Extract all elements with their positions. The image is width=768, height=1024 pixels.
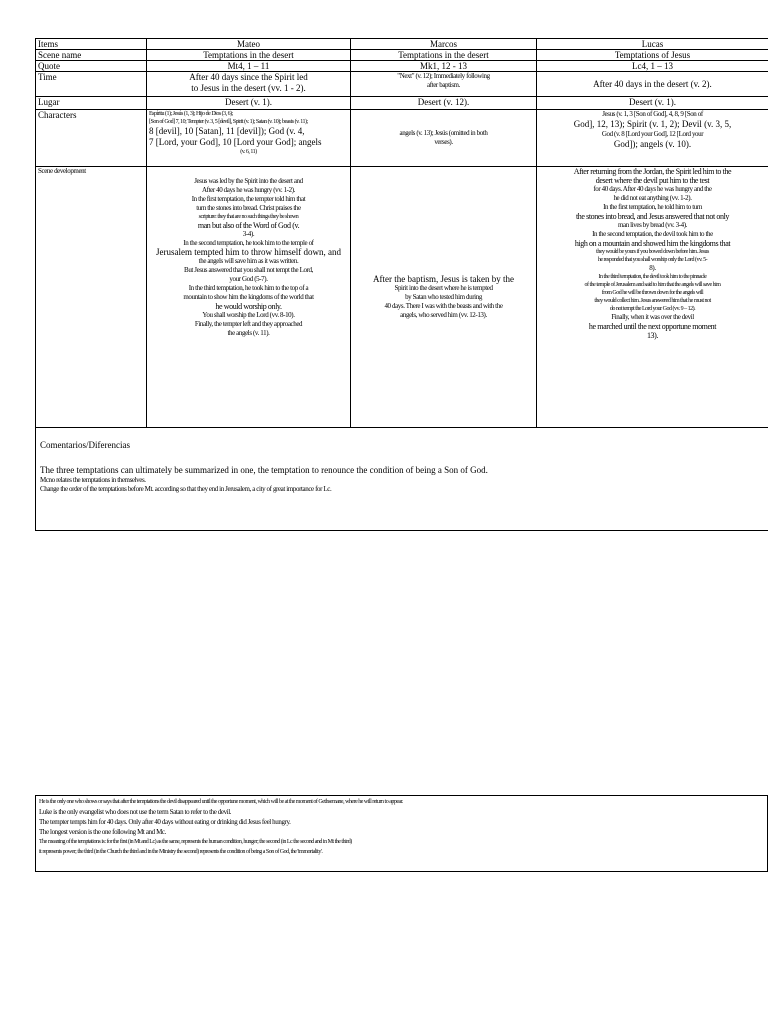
time-mateo-line: to Jesus in the desert (vv. 1 - 2). xyxy=(191,83,306,93)
time-mateo xyxy=(147,72,351,97)
characters-mateo-line: Espíritu (1); Jesús (1, 3); Hijo de Dios (3, 6); xyxy=(149,111,233,117)
scene-mateo-line: But Jesus answered that you shall not tempt the Lord, xyxy=(184,266,313,274)
characters-mateo xyxy=(147,110,351,167)
header-marcos: Marcos xyxy=(351,39,537,50)
header-items: Items xyxy=(36,39,147,50)
note-line: it represents power; the third (in the Church the third and in the Ministry the second) represents the condition of being a Son of God, the 'immortality'. xyxy=(39,849,323,855)
time-label: Time xyxy=(36,72,147,97)
scene-lucas-line: from God he will be thrown down for the angels will xyxy=(601,290,704,296)
scene-lucas-line: In the second temptation, the devil took him to the xyxy=(592,230,713,238)
scene-mateo-line: scripture: they that are no such things they be shown xyxy=(198,214,299,220)
scene-lucas-line: desert where the devil put him to the test xyxy=(595,176,710,185)
scene-mateo-line: he would worship only. xyxy=(215,302,282,311)
scene-lucas-line: of the temple of Jerusalem and said to him that the angels will save him xyxy=(584,282,721,288)
scene-development-mateo xyxy=(147,167,351,428)
characters-lucas xyxy=(537,110,768,167)
scene-lucas-line: do not tempt the Lord your God (vv. 9 – 12). xyxy=(609,306,696,312)
scene-name-marcos: Temptations in the desert xyxy=(351,50,537,61)
characters-label: Characters xyxy=(36,110,147,167)
scene-mateo-line: 3-4). xyxy=(242,230,255,238)
characters-mateo-line: [Son of God] 7, 10; Tempter (v. 3, 5 [devil], Spirit (v. 1); Satan (v. 10); beasts (v. 11); xyxy=(149,119,308,125)
scene-marcos-line: by Satan who tested him during xyxy=(405,292,482,301)
scene-lucas-line: In the first temptation, he told him to turn xyxy=(603,203,702,211)
scene-marcos-line: angels, who served him (vv. 12-13). xyxy=(400,310,487,319)
scene-mateo-line: In the first temptation, the tempter told him that xyxy=(191,195,306,203)
lugar-lucas: Desert (v. 1). xyxy=(537,97,768,110)
scene-lucas-line: man lives by bread (vv. 3-4). xyxy=(617,221,687,229)
scene-mateo-line: Jerusalem tempted him to throw himself down, and xyxy=(156,247,341,257)
characters-mateo-line: (v. 6, 11) xyxy=(240,149,257,155)
header-mateo: Mateo xyxy=(147,39,351,50)
scene-mateo-line: Jesus was led by the Spirit into the desert and xyxy=(194,177,303,185)
comments-row xyxy=(36,428,768,531)
comments-title: Comentarios/Diferencias xyxy=(40,440,130,450)
quote-marcos: Mk1, 12 - 13 xyxy=(351,61,537,72)
quote-lucas: Lc4, 1 – 13 xyxy=(537,61,768,72)
scene-mateo-line: your God (5-7). xyxy=(229,275,268,283)
scene-mateo-line: the angels (v. 11). xyxy=(227,329,270,337)
scene-mateo-line: turn the stones into bread. Christ praises the xyxy=(196,204,301,212)
characters-lucas-line: God (v. 8 [Lord your God], 12 [Lord your xyxy=(601,130,704,138)
lugar-row xyxy=(36,97,768,110)
gospel-comparison-table xyxy=(35,38,768,531)
characters-mateo-line: 8 [devil], 10 [Satan], 11 [devil]); God (v. 4, xyxy=(149,126,305,136)
scene-mateo-line: Finally, the tempter left and they approached xyxy=(194,320,303,328)
quote-mateo: Mt4, 1 – 11 xyxy=(147,61,351,72)
lugar-mateo: Desert (v. 1). xyxy=(147,97,351,110)
characters-marcos xyxy=(351,110,537,167)
scene-name-lucas: Temptations of Jesus xyxy=(537,50,768,61)
header-lucas: Lucas xyxy=(537,39,768,50)
note-line: Luke is the only evangelist who does not use the term Satan to refer to the devil. xyxy=(39,808,232,816)
characters-marcos-line: verses). xyxy=(434,138,453,146)
scene-marcos-line: After the baptism, Jesus is taken by the xyxy=(373,273,514,284)
scene-lucas-line: 13). xyxy=(646,331,659,340)
scene-lucas-line: high on a mountain and showed him the kingdoms that xyxy=(574,239,731,248)
scene-mateo-line: After 40 days he was hungry (vv. 1-2). xyxy=(201,186,295,194)
scene-lucas-line: they would collect him. Jesus answered him that he must not xyxy=(594,298,711,304)
scene-lucas-line: for 40 days. After 40 days he was hungry and the xyxy=(593,185,712,193)
note-line: He is the only one who shows or says that after the temptations the devil disappeared until the opportune moment, which will be at the moment of Gethsemane, where he will return to appear. xyxy=(39,799,403,805)
scene-name-row xyxy=(36,50,768,61)
scene-lucas-line: Finally, when it was over the devil xyxy=(611,313,694,321)
scene-lucas-line: 8). xyxy=(649,264,656,272)
note-line: The meaning of the temptations is: for the first (in Mt and Lc) as the same, represents the human condition, hunger; the second (in Lc the second and in Mt the third) xyxy=(39,839,352,845)
header-row xyxy=(36,39,768,50)
scene-mateo-line: man but also of the Word of God (v. xyxy=(197,221,300,230)
comments-line: The three temptations can ultimately be summarized in one, the temptation to renounce the condition of being a Son of God. xyxy=(40,465,488,475)
scene-lucas-line: they would be yours if you bowed down before him. Jesus xyxy=(596,249,709,255)
scene-lucas-line: he marched until the next opportune moment xyxy=(588,322,717,331)
scene-development-lucas xyxy=(537,167,768,428)
scene-name-mateo: Temptations in the desert xyxy=(147,50,351,61)
notes-box xyxy=(35,795,768,872)
scene-marcos-line: Spirit into the desert where he is tempted xyxy=(394,283,493,292)
time-row xyxy=(36,72,768,97)
time-marcos xyxy=(351,72,537,97)
time-marcos-line: after baptism. xyxy=(427,81,460,89)
scene-mateo-line: mountain to show him the kingdoms of the world that xyxy=(183,293,314,301)
time-marcos-line: "Next" (v. 12); Immediately following xyxy=(397,72,490,80)
scene-lucas-line: In the third temptation, the devil took him to the pinnacle xyxy=(598,274,707,280)
characters-lucas-line: God], 12, 13); Spirit (v. 1, 2); Devil (v. 3, 5, xyxy=(573,119,732,129)
characters-marcos-line: angels (v. 13); Jesús (omitted in both xyxy=(399,129,488,137)
scene-mateo-line: In the third temptation, he took him to the top of a xyxy=(188,284,309,292)
quote-label: Quote xyxy=(36,61,147,72)
scene-marcos-line: 40 days. There I was with the beasts and with the xyxy=(384,301,503,310)
scene-lucas-line: the stones into bread, and Jesus answered that not only xyxy=(575,212,730,221)
scene-development-label: Scene development xyxy=(36,167,147,428)
scene-mateo-line: In the second temptation, he took him to the temple of xyxy=(183,239,314,247)
characters-lucas-line: Jesus (v. 1, 3 [Son of God], 4, 8, 9 [Son of xyxy=(602,110,703,118)
scene-development-row xyxy=(36,167,768,428)
scene-lucas-line: he did not eat anything (vv. 1-2). xyxy=(613,194,692,202)
quote-row xyxy=(36,61,768,72)
comments-cell xyxy=(36,428,768,531)
time-lucas: After 40 days in the desert (v. 2). xyxy=(537,72,768,97)
note-line: The tempter tempts him for 40 days. Only after 40 days without eating or drinking did Jesus feel hungry. xyxy=(39,818,291,826)
characters-lucas-line: God]); angels (v. 10). xyxy=(613,139,692,149)
characters-mateo-line: 7 [Lord, your God], 10 [Lord your God]; angels xyxy=(149,137,322,147)
scene-mateo-line: the angels will save him as it was written. xyxy=(198,257,299,265)
comments-line: Mcno relates the temptations in themselves. xyxy=(40,476,146,484)
scene-development-marcos xyxy=(351,167,537,428)
characters-row xyxy=(36,110,768,167)
lugar-marcos: Desert (v. 12). xyxy=(351,97,537,110)
scene-name-label: Scene name xyxy=(36,50,147,61)
note-line: The longest version is the one following Mt and Mc. xyxy=(39,828,166,836)
lugar-label: Lugar xyxy=(36,97,147,110)
scene-mateo-line: You shall worship the Lord (vv. 8-10). xyxy=(202,311,295,319)
comments-line: Change the order of the temptations before Mt. according so that they end in Jerusalem, a city of great importance for Lc. xyxy=(40,485,332,493)
scene-lucas-line: After returning from the Jordan, the Spirit led him to the xyxy=(573,167,732,176)
time-mateo-line: After 40 days since the Spirit led xyxy=(189,72,308,82)
scene-lucas-line: he responded that you shall worship only the Lord (vv. 5- xyxy=(597,257,708,263)
